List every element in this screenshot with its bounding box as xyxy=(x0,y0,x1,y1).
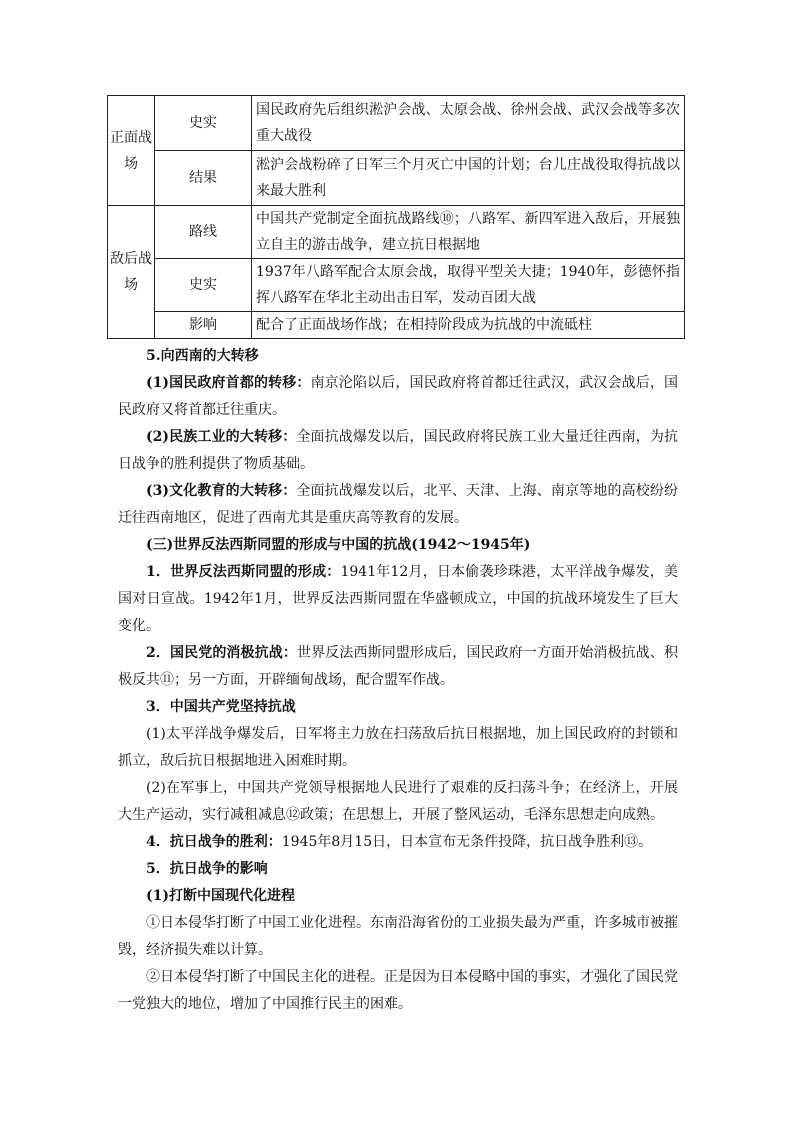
content-cell: 1937年八路军配合太原会战，取得平型关大捷；1940年，彭德怀指挥八路军在华北主动出击日军，发动百团大战 xyxy=(252,259,685,312)
section-heading: 5.向西南的大转移 xyxy=(146,348,259,364)
table-row xyxy=(108,259,685,312)
table-row xyxy=(108,206,685,259)
paragraph xyxy=(118,829,678,856)
paragraph xyxy=(118,370,678,424)
paragraph-text: 全面抗战爆发以后，北平、天津、上海、南京等地的高校纷纷迁往西南地区，促进了西南尤其是重庆高等教育的发展。 xyxy=(118,483,679,526)
paragraph-text: 1941年12月，日本偷袭珍珠港，太平洋战争爆发，美国对日宣战。1942年1月，世界反法西斯同盟在华盛顿成立，中国的抗战环境发生了巨大变化。 xyxy=(118,564,678,634)
table-row xyxy=(108,151,685,206)
paragraph-text: 世界反法西斯同盟形成后，国民政府一方面开始消极抗战、积极反共⑪；另一方面，开辟缅甸战场，配合盟军作战。 xyxy=(118,645,679,688)
section-heading: 5．抗日战争的影响 xyxy=(146,861,268,877)
section-heading: (三)世界反法西斯同盟的形成与中国的抗战(1942～1945年) xyxy=(146,537,531,553)
label-cell: 史实 xyxy=(155,96,252,151)
document-body xyxy=(118,343,678,1018)
content-cell: 配合了正面战场作战；在相持阶段成为抗战的中流砥柱 xyxy=(252,312,685,339)
paragraph-text: 南京沦陷以后，国民政府将首都迁往武汉，武汉会战后，国民政府又将首都迁往重庆。 xyxy=(118,375,679,418)
group-cell-rear: 敌后战场 xyxy=(108,206,155,339)
label-cell: 结果 xyxy=(155,151,252,206)
paragraph-lead: (1)国民政府首都的转移： xyxy=(146,375,311,391)
content-cell: 国民政府先后组织淞沪会战、太原会战、徐州会战、武汉会战等多次重大战役 xyxy=(252,96,685,151)
subsection-heading: (1)打断中国现代化进程 xyxy=(146,888,295,904)
paragraph-lead: 4．抗日战争的胜利： xyxy=(146,834,282,850)
table-row xyxy=(108,96,685,151)
paragraph xyxy=(118,424,678,478)
paragraph: ①日本侵华打断了中国工业化进程。东南沿海省份的工业损失最为严重，许多城市被摧毁，经济损失难以计算。 xyxy=(118,915,678,958)
summary-table xyxy=(107,95,685,339)
table-row xyxy=(108,312,685,339)
paragraph-lead: (3)文化教育的大转移： xyxy=(146,483,297,499)
group-cell-front: 正面战场 xyxy=(108,96,155,206)
paragraph: ②日本侵华打断了中国民主化的进程。正是因为日本侵略中国的事实，才强化了国民党一党独大的地位，增加了中国推行民主的困难。 xyxy=(118,969,678,1012)
label-cell: 路线 xyxy=(155,206,252,259)
paragraph-lead: 1．世界反法西斯同盟的形成： xyxy=(146,564,341,580)
content-cell: 中国共产党制定全面抗战路线⑩；八路军、新四军进入敌后，开展独立自主的游击战争，建立抗日根据地 xyxy=(252,206,685,259)
paragraph-lead: 2．国民党的消极抗战： xyxy=(146,645,298,661)
paragraph-lead: (2)民族工业的大转移： xyxy=(146,429,297,445)
content-cell: 淞沪会战粉碎了日军三个月灭亡中国的计划；台儿庄战役取得抗战以来最大胜利 xyxy=(252,151,685,206)
section-heading: 3．中国共产党坚持抗战 xyxy=(146,699,296,715)
paragraph xyxy=(118,478,678,532)
paragraph: (2)在军事上，中国共产党领导根据地人民进行了艰难的反扫荡斗争；在经济上，开展大生产运动，实行减租减息⑫政策；在思想上，开展了整风运动，毛泽东思想走向成熟。 xyxy=(118,780,678,823)
label-cell: 史实 xyxy=(155,259,252,312)
paragraph xyxy=(118,640,678,694)
paragraph-text: 1945年8月15日，日本宣布无条件投降，抗日战争胜利⑬。 xyxy=(281,834,653,850)
label-cell: 影响 xyxy=(155,312,252,339)
paragraph: (1)太平洋战争爆发后，日军将主力放在扫荡敌后抗日根据地，加上国民政府的封锁和抓立，敌后抗日根据地进入困难时期。 xyxy=(118,726,678,769)
paragraph xyxy=(118,559,678,640)
paragraph-text: 全面抗战爆发以后，国民政府将民族工业大量迁往西南，为抗日战争的胜利提供了物质基础。 xyxy=(118,429,679,472)
